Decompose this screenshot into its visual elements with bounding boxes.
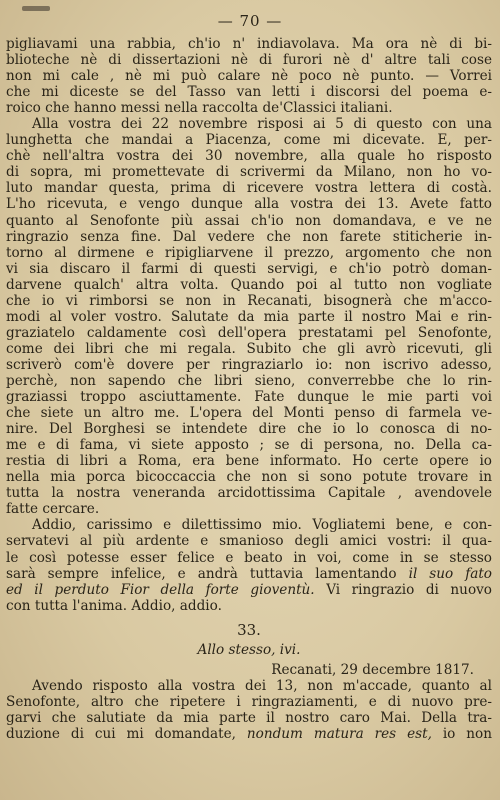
text-line: vi sia discaro il farmi di questi servigi, e ch'io potrò doman-: [6, 260, 492, 277]
text-line: [6, 726, 492, 742]
text-line: torno al dirmene e ripigliarvene il prezzo, argomento che non: [6, 244, 492, 261]
text-line: fatte cercare.: [6, 501, 100, 518]
text-line: che siete un altro me. L'opera del Monti penso di farmela ve-: [6, 405, 492, 422]
text-line: [6, 582, 492, 598]
text-run: duzione di cui mi domandate,: [6, 725, 236, 742]
text-run: Vi ringrazio di nuovo: [326, 581, 492, 598]
text-line: Addio, carissimo e dilettissimo mio. Vogliatemi bene, e con-: [32, 517, 492, 534]
text-run: io non: [442, 725, 492, 742]
italic-quote: ed il perduto Fior della forte gioventù.: [6, 581, 315, 598]
page-text: [6, 36, 492, 742]
text-line: graziassi troppo asciuttamente. Fate dunque le mie parti voi: [6, 389, 492, 406]
text-line: tutta la nostra veneranda arcidottissima Capitale , avendovele: [6, 485, 492, 502]
text-line: graziatelo caldamente così dell'opera prestatami pel Senofonte,: [6, 324, 492, 341]
text-line: che mi diceste se del Tasso van letti i discorsi del poema e-: [6, 84, 492, 101]
text-line: servatevi al più ardente e smanioso degli amici vostri: il qua-: [6, 533, 492, 550]
letter-number: 33.: [237, 620, 261, 639]
text-line: non mi cale , nè mi può calare nè poco nè punto. — Vorrei: [6, 68, 492, 85]
text-line: garvi che salutiate da mia parte il nostro caro Mai. Della tra-: [6, 709, 492, 726]
latin-phrase: nondum matura res est,: [246, 725, 432, 742]
text-line: nella mia porca bicoccaccia che non si sono potute trovare in: [6, 469, 492, 486]
italic-quote: il suo fato: [408, 565, 492, 582]
text-line: me e di fama, vi siete apposto ; se di persona, no. Della ca-: [6, 437, 492, 454]
text-line: pigliavami una rabbia, ch'io n' indiavolava. Ma ora nè di bi-: [6, 36, 492, 52]
page-edge-mark: [22, 6, 50, 11]
text-line: Avendo risposto alla vostra dei 13, non m'accade, quanto al: [32, 677, 492, 694]
text-line: blioteche nè di dissertazioni nè di furori nè d' altre tali cose: [6, 52, 492, 69]
text-line: le così potesse esser felice e beato in voi, come in se stesso: [6, 549, 492, 566]
text-line: L'ho ricevuta, e vengo dunque alla vostra dei 13. Avete fatto: [6, 196, 492, 213]
text-line: roico che hanno messi nella raccolta de'Classici italiani.: [6, 100, 393, 117]
text-line: modi al voler vostro. Salutate da mia parte il nostro Mai e rin-: [6, 308, 492, 325]
letter-heading: Allo stesso, ivi.: [197, 641, 301, 658]
letter-date: Recanati, 29 decembre 1817.: [271, 661, 474, 678]
text-line: come dei libri che mi regala. Subito che gli avrò ricevuti, gli: [6, 340, 492, 357]
text-line: ringrazio senza fine. Dal vedere che non farete stiticherie in-: [6, 228, 492, 245]
text-line: che io vi rimborsi se non in Recanati, bisognerà che m'acco-: [6, 292, 492, 309]
text-line: di sopra, mi promettevate di scrivermi da Milano, non ho vo-: [6, 164, 492, 181]
text-line: lunghetta che mandai a Piacenza, come mi dicevate. E, per-: [6, 132, 492, 149]
text-line: Senofonte, altro che ripetere i ringraziamenti, e di nuovo pre-: [6, 693, 492, 710]
text-line: perchè, non sapendo che libri sieno, converrebbe che lo rin-: [6, 372, 492, 389]
text-line: [6, 566, 492, 582]
text-line: nire. Del Borghesi se intendete dire che io lo conosca di no-: [6, 421, 492, 438]
text-line: chè nell'altra vostra dei 30 novembre, alla quale ho risposto: [6, 148, 492, 165]
text-line: Alla vostra dei 22 novembre risposi ai 5 di questo con una: [32, 116, 492, 133]
text-line: darvene qualch' altra volta. Quando poi al tutto non vogliate: [6, 276, 492, 293]
text-run: sarà sempre infelice, e andrà tuttavia lamentando: [6, 565, 397, 582]
text-line: restia di libri a Roma, era bene informato. Ho certe opere io: [6, 453, 492, 470]
page-number: — 70 —: [217, 12, 283, 30]
text-line: quanto al Senofonte più assai ch'io non domandava, e ve ne: [6, 212, 492, 229]
text-line: luto mandar questa, prima di ricevere vostra lettera di costà.: [6, 180, 492, 197]
text-line: con tutta l'anima. Addio, addio.: [6, 597, 222, 614]
text-line: scriverò com'è dovere per ringraziarlo io: non iscrivo adesso,: [6, 356, 492, 373]
